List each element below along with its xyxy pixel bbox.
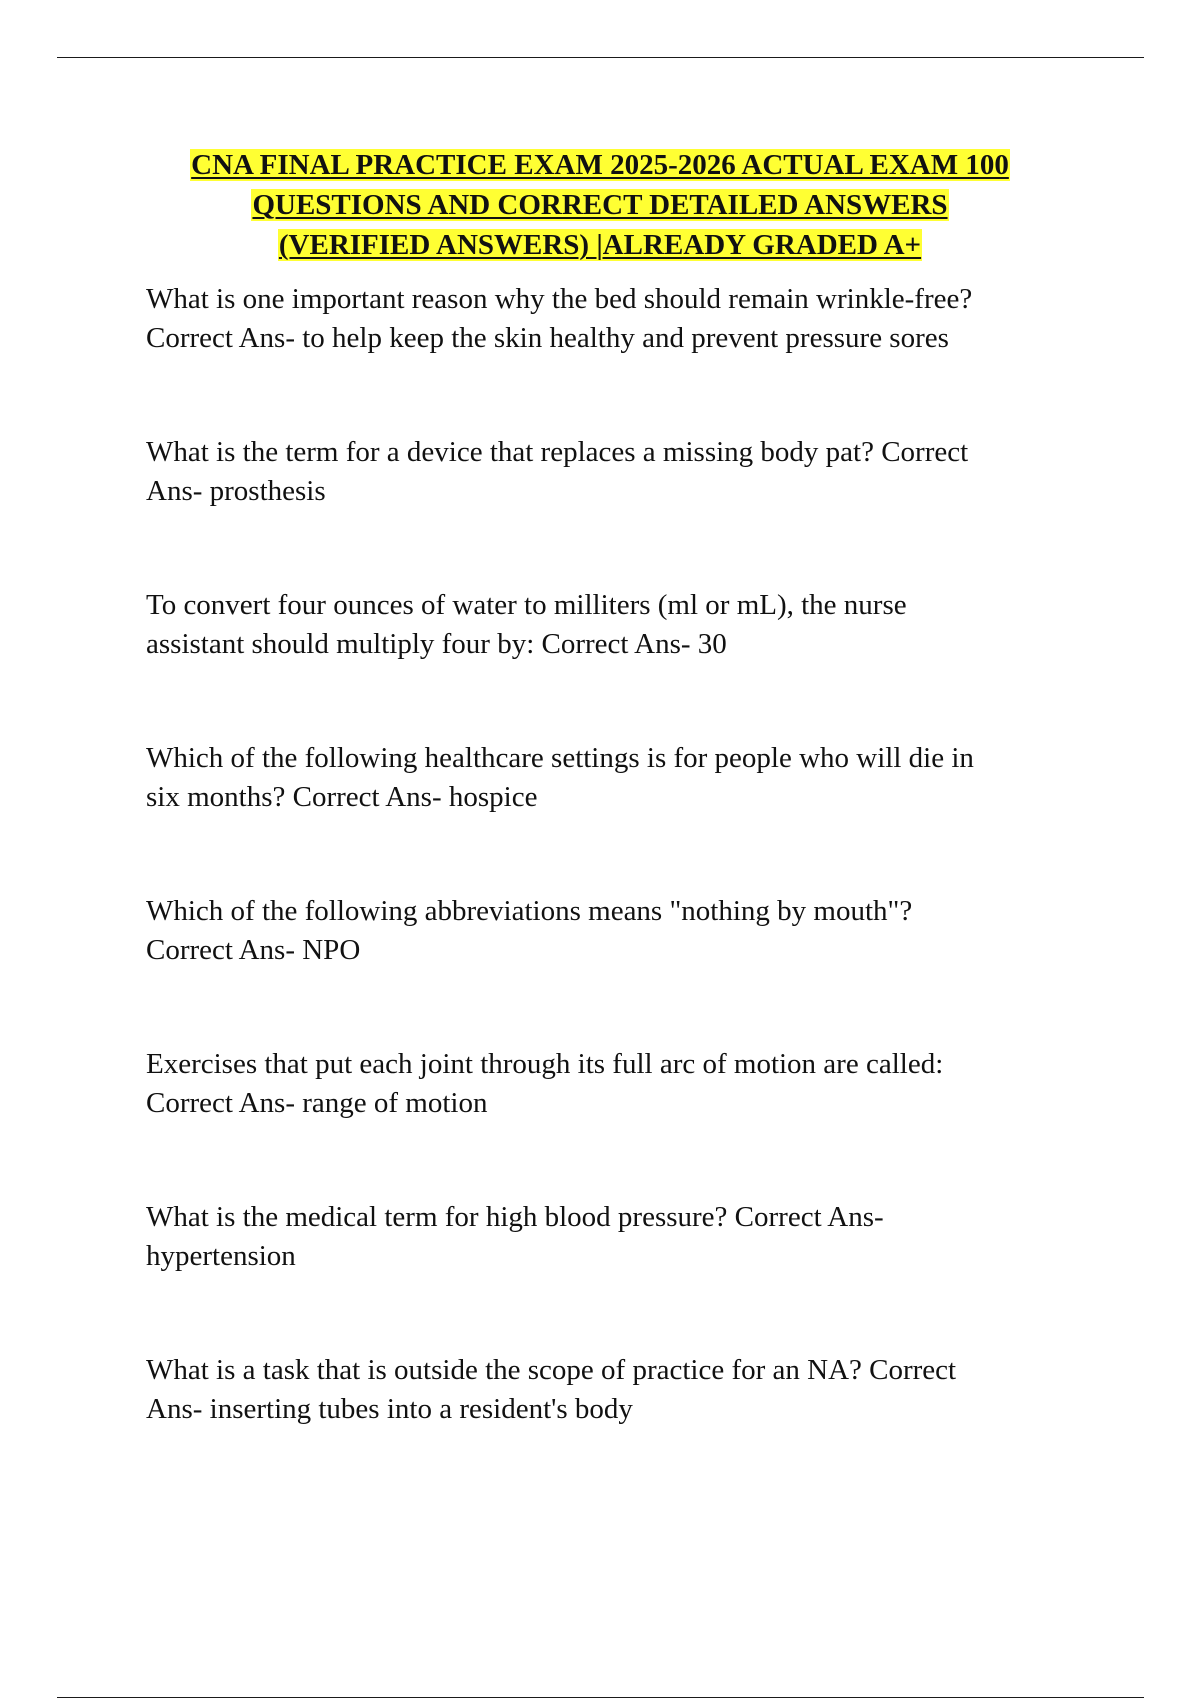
- qa-item: [146, 1198, 1086, 1351]
- qa-text-line: Correct Ans- NPO: [146, 934, 361, 966]
- document-title: [120, 145, 1080, 265]
- qa-text-line: hypertension: [146, 1240, 296, 1272]
- qa-text-line: Ans- prosthesis: [146, 475, 326, 507]
- qa-text-line: Correct Ans- range of motion: [146, 1087, 488, 1119]
- question-answer-list: [146, 280, 1086, 1504]
- qa-text-line: To convert four ounces of water to milliters (ml or mL), the nurse: [146, 589, 907, 621]
- qa-item: [146, 586, 1086, 739]
- qa-text-line: Which of the following abbreviations means "nothing by mouth"?: [146, 895, 913, 927]
- qa-item: [146, 892, 1086, 1045]
- qa-text-line: What is the medical term for high blood pressure? Correct Ans-: [146, 1201, 884, 1233]
- qa-item: [146, 739, 1086, 892]
- qa-item: [146, 1045, 1086, 1198]
- qa-text-line: Ans- inserting tubes into a resident's body: [146, 1393, 633, 1425]
- qa-item: [146, 1351, 1086, 1504]
- qa-text-line: What is one important reason why the bed should remain wrinkle-free?: [146, 283, 973, 315]
- title-line-2: QUESTIONS AND CORRECT DETAILED ANSWERS: [252, 189, 948, 221]
- qa-text-line: What is the term for a device that replaces a missing body pat? Correct: [146, 436, 969, 468]
- title-line-1: CNA FINAL PRACTICE EXAM 2025-2026 ACTUAL EXAM 100: [191, 149, 1009, 181]
- qa-text-line: What is a task that is outside the scope of practice for an NA? Correct: [146, 1354, 957, 1386]
- title-line-3: (VERIFIED ANSWERS) |ALREADY GRADED A+: [278, 229, 922, 261]
- qa-item: [146, 433, 1086, 586]
- qa-text-line: six months? Correct Ans- hospice: [146, 781, 538, 813]
- qa-text-line: Correct Ans- to help keep the skin healthy and prevent pressure sores: [146, 322, 949, 354]
- qa-item: [146, 280, 1086, 433]
- footer-rule: [57, 1697, 1144, 1698]
- header-rule: [57, 57, 1144, 58]
- qa-text-line: Exercises that put each joint through its full arc of motion are called:: [146, 1048, 944, 1080]
- qa-text-line: Which of the following healthcare settings is for people who will die in: [146, 742, 974, 774]
- qa-text-line: assistant should multiply four by: Correct Ans- 30: [146, 628, 727, 660]
